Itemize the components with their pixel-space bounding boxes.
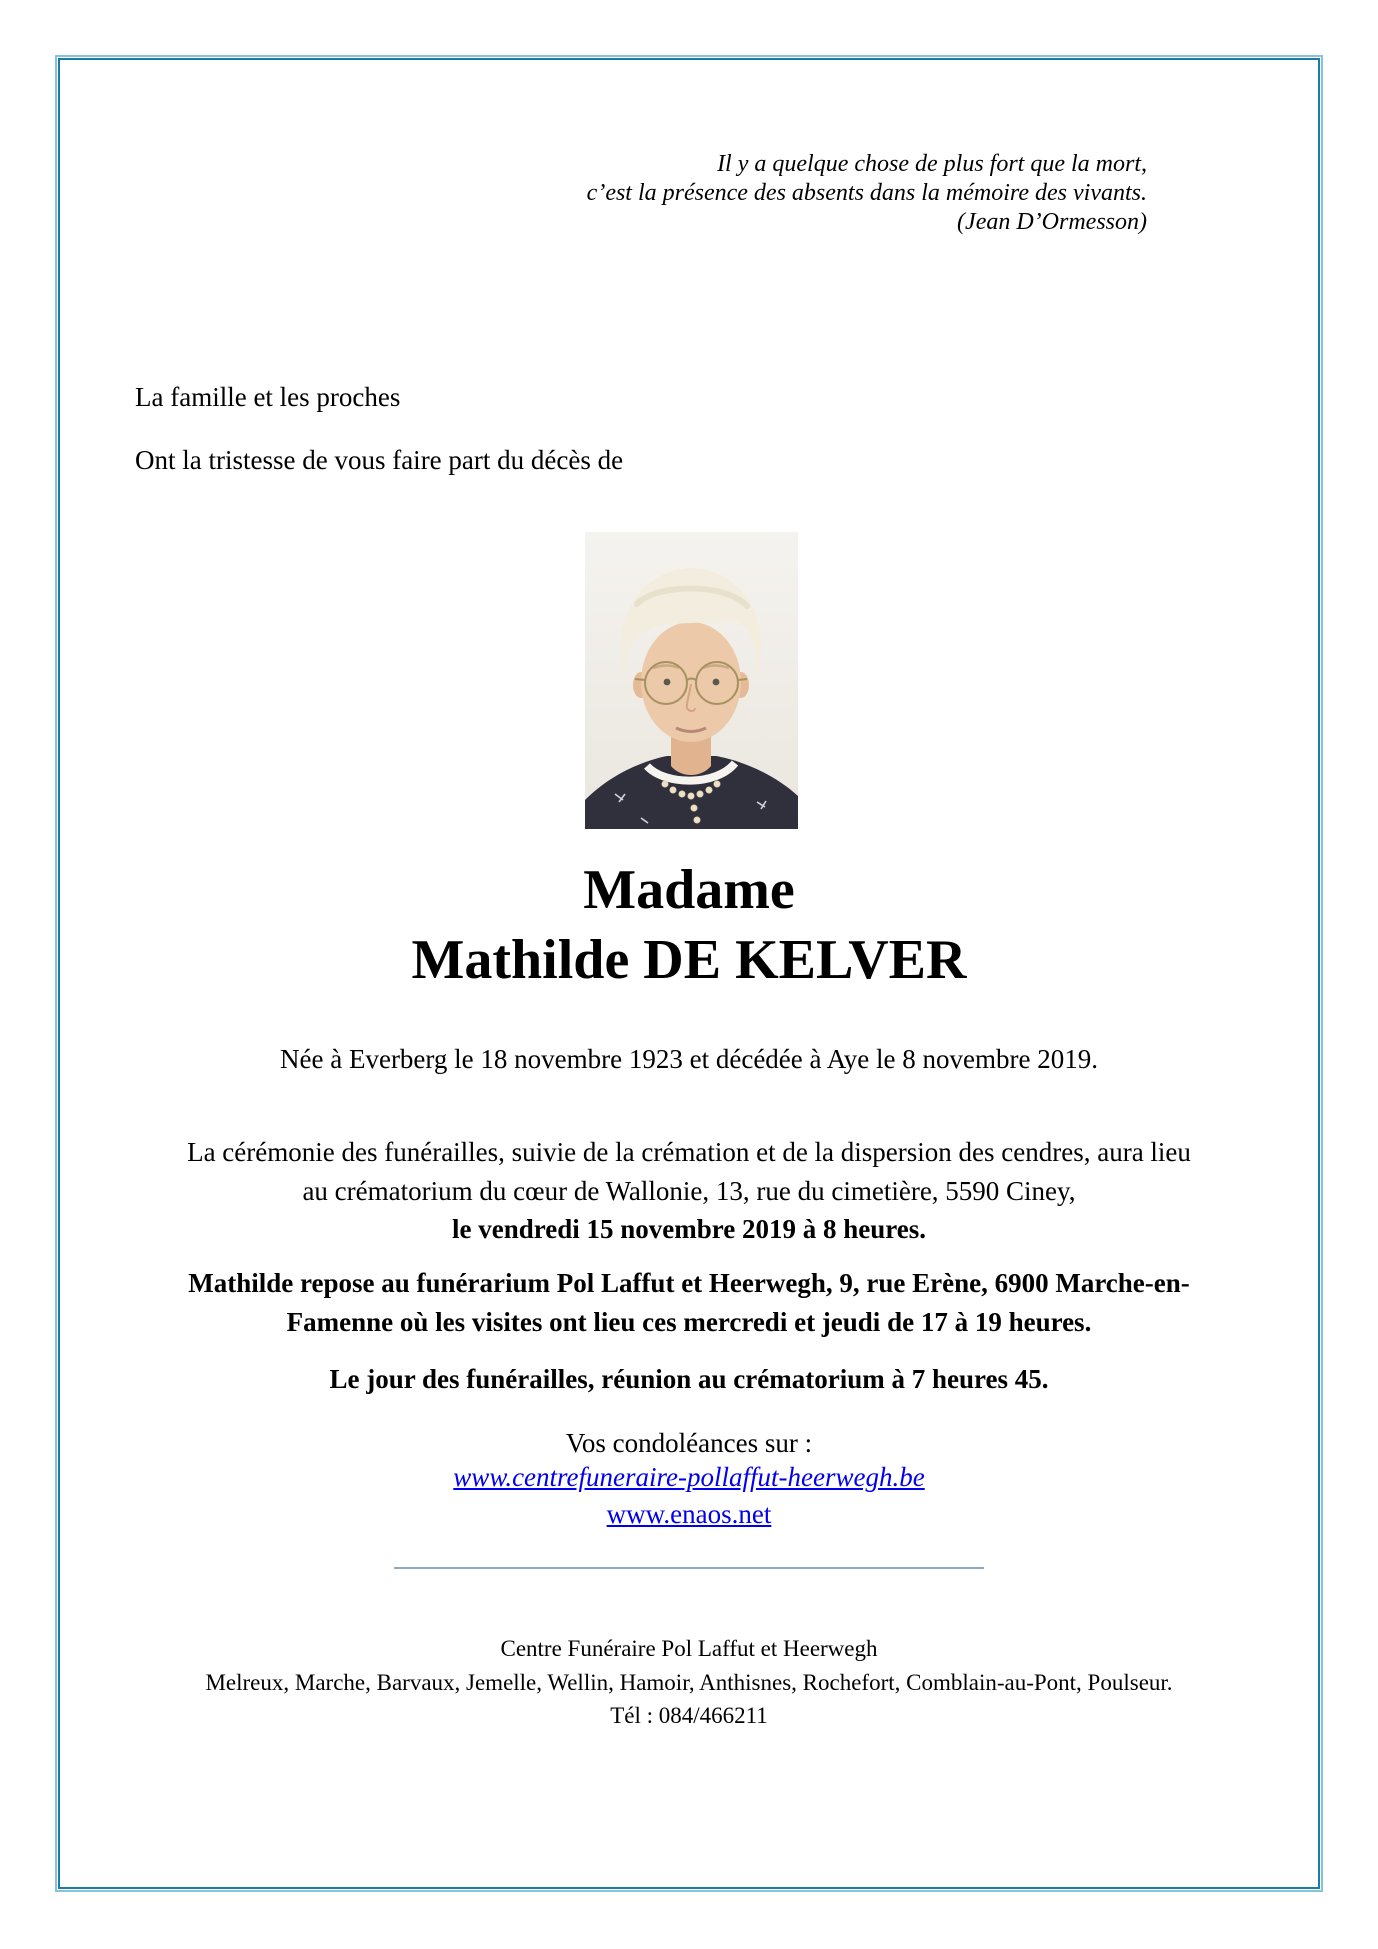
life-dates-line: Née à Everberg le 18 novembre 1923 et décédée à Aye le 8 novembre 2019. <box>280 1044 1098 1074</box>
condolences-link-wrapper-2 <box>0 1497 1378 1531</box>
deceased-name: Mathilde DE KELVER <box>411 929 967 991</box>
intro-family-line: La famille et les proches <box>135 382 401 412</box>
ceremony-line-1: La cérémonie des funérailles, suivie de la crémation et de la dispersion des cendres, aura lieu <box>187 1137 1191 1167</box>
quote-line-2: c’est la présence des absents dans la mémoire des vivants. <box>586 180 1147 206</box>
enaos-website-link[interactable]: www.enaos.net <box>606 1499 772 1529</box>
portrait-photo-illustration <box>585 532 798 829</box>
condolences-link-wrapper-1 <box>0 1460 1378 1494</box>
deceased-name-heading <box>0 855 1378 995</box>
repose-paragraph <box>0 1264 1378 1341</box>
deceased-title: Madame <box>583 859 795 921</box>
footer-divider-line <box>394 1567 984 1569</box>
footer-phone: Tél : 084/466211 <box>610 1703 768 1728</box>
footer-company-name: Centre Funéraire Pol Laffut et Heerwegh <box>500 1636 878 1661</box>
quote-block <box>587 150 1147 237</box>
repose-line-2: Famenne où les visites ont lieu ces mercredi et jeudi de 17 à 19 heures. <box>286 1306 1092 1337</box>
portrait-photo <box>585 532 798 829</box>
footer-locations: Melreux, Marche, Barvaux, Jemelle, Wellin, Hamoir, Anthisnes, Rochefort, Comblain-au-Pont, Poulseur. <box>205 1669 1173 1695</box>
ceremony-paragraph <box>0 1133 1378 1249</box>
quote-attribution: (Jean D’Ormesson) <box>957 209 1147 235</box>
footer-block <box>0 1632 1378 1733</box>
intro-announcement-line: Ont la tristesse de vous faire part du décès de <box>135 445 624 475</box>
funeral-day-meeting-line: Le jour des funérailles, réunion au crématorium à 7 heures 45. <box>329 1364 1049 1394</box>
funeral-home-website-link[interactable]: www.centrefuneraire-pollaffut-heerwegh.be <box>453 1462 925 1492</box>
quote-line-1: Il y a quelque chose de plus fort que la mort, <box>717 151 1147 177</box>
repose-line-1: Mathilde repose au funérarium Pol Laffut et Heerwegh, 9, rue Erène, 6900 Marche-en- <box>188 1268 1190 1298</box>
condolences-label: Vos condoléances sur : <box>565 1428 813 1458</box>
ceremony-line-2: au crématorium du cœur de Wallonie, 13, rue du cimetière, 5590 Ciney, <box>302 1175 1076 1206</box>
ceremony-datetime: le vendredi 15 novembre 2019 à 8 heures. <box>452 1214 926 1244</box>
